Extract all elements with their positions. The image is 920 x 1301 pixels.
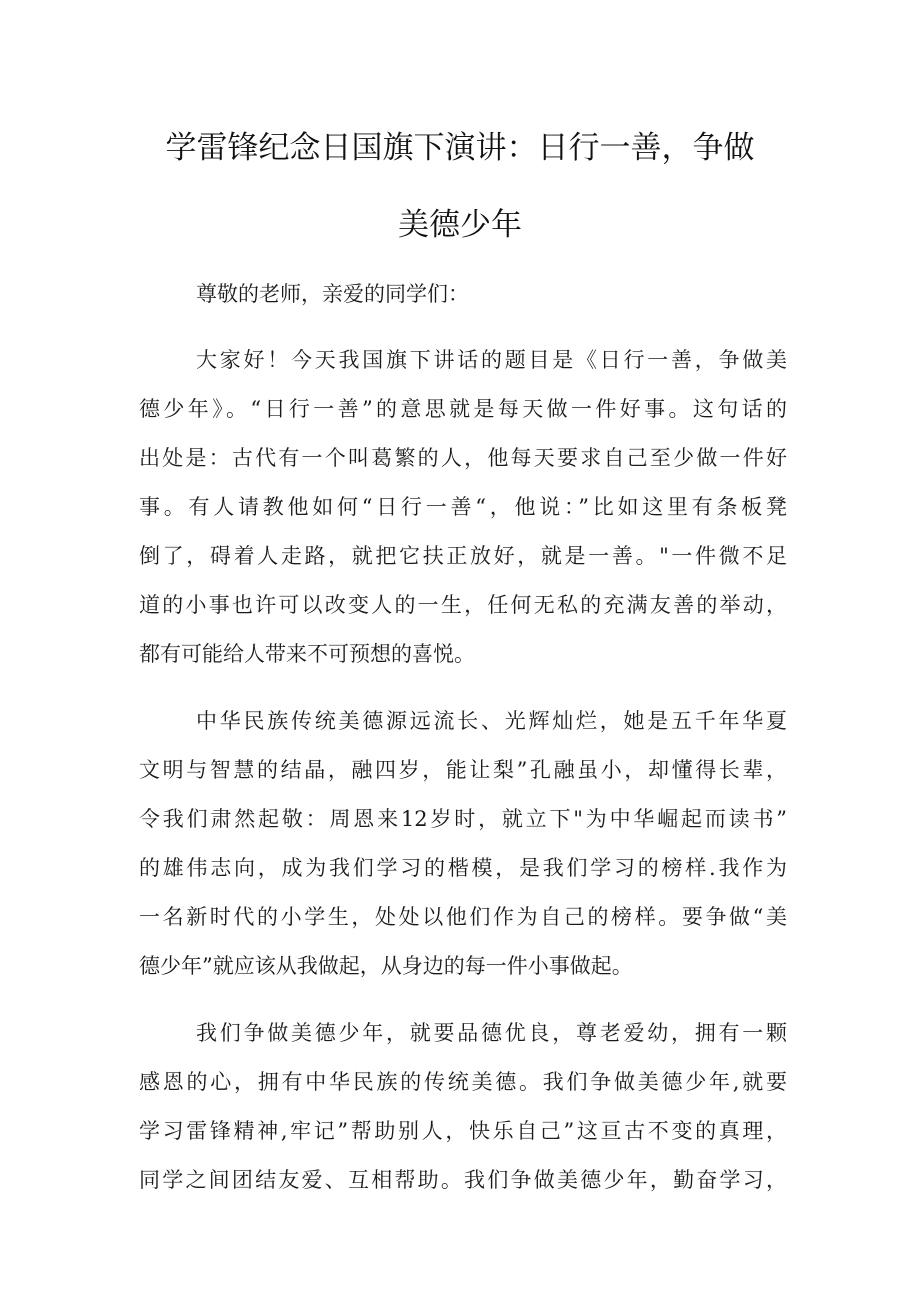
- document-title-line-2: 美德少年: [398, 207, 522, 243]
- paragraph-2: [139, 697, 787, 991]
- paragraph-3: [139, 1009, 787, 1205]
- document-body: [139, 270, 787, 1205]
- paragraph-line: 文明与智慧的结晶，融四岁，能让梨”孔融虽小，却懂得长辈，: [139, 758, 787, 782]
- paragraph-line: 我们争做美德少年，就要品德优良，尊老爱幼，拥有一颗: [196, 1021, 787, 1045]
- paragraph-line: 同学之间团结友爱、互相帮助。我们争做美德少年，勤奋学习，: [139, 1168, 787, 1192]
- paragraph-line: 感恩的心，拥有中华民族的传统美德。我们争做美德少年,就要: [139, 1070, 787, 1094]
- paragraph-line: 都有可能给人带来不可预想的喜悦。: [139, 642, 475, 666]
- paragraph-line: 一名新时代的小学生，处处以他们作为自己的榜样。要争做“美: [139, 905, 787, 929]
- paragraph-line: 道的小事也许可以改变人的一生，任何无私的充满友善的举动，: [139, 593, 787, 617]
- paragraph-line: 的雄伟志向，成为我们学习的楷模，是我们学习的榜样.我作为: [139, 856, 787, 880]
- paragraph-line: 德少年”就应该从我做起，从身边的每一件小事做起。: [139, 954, 633, 978]
- paragraph-line: 学习雷锋精神,牢记”帮助别人，快乐自己”这亘古不变的真理，: [139, 1119, 787, 1143]
- paragraph-line: 事。有人请教他如何“日行一善“，他说：”比如这里有条板凳: [139, 495, 787, 519]
- paragraph-line: 德少年》。“日行一善”的意思就是每天做一件好事。这句话的: [139, 397, 787, 421]
- paragraph-1: [139, 336, 787, 679]
- salutation: 尊敬的老师，亲爱的同学们：: [196, 282, 469, 306]
- paragraph-line: 中华民族传统美德源远流长、光辉灿烂，她是五千年华夏: [196, 709, 787, 733]
- paragraph-line: 倒了，碍着人走路，就把它扶正放好，就是一善。"一件微不足: [139, 544, 787, 568]
- paragraph-line: 令我们肃然起敬：周恩来12岁时，就立下"为中华崛起而读书”: [139, 807, 787, 831]
- paragraph-line: 大家好！今天我国旗下讲话的题目是《日行一善，争做美: [196, 348, 787, 372]
- document-title-line-1: 学雷锋纪念日国旗下演讲：日行一善，争做: [165, 130, 755, 166]
- paragraph-line: 出处是：古代有一个叫葛繁的人，他每天要求自己至少做一件好: [139, 446, 787, 470]
